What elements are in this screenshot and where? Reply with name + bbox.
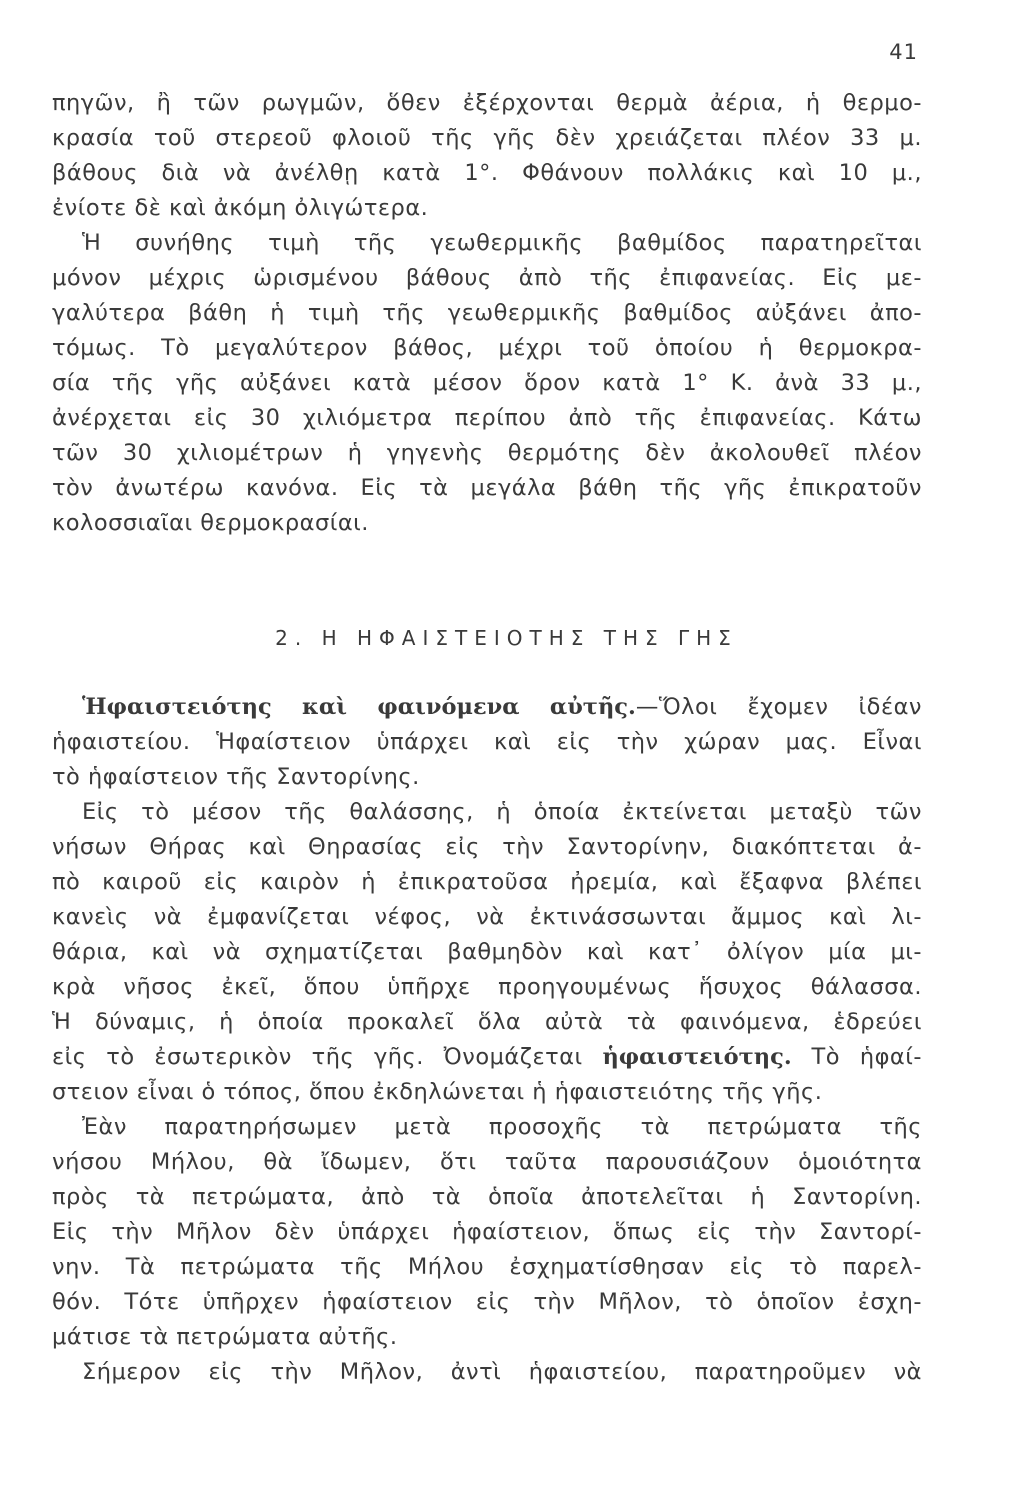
text-line: ἐνίοτε δὲ καὶ ἀκόμη ὀλιγώτερα.	[52, 195, 429, 221]
text-line: νην. Τὰ πετρώματα τῆς Μήλου ἐσχηματίσθησαν εἰς τὸ παρελ-	[52, 1254, 922, 1280]
text-block-top	[52, 86, 922, 541]
text-line: κανεὶς νὰ ἐμφανίζεται νέφος, νὰ ἐκτινάσσωνται ἄμμος καὶ λι-	[52, 904, 922, 930]
text-line: νήσου Μήλου, θὰ ἴδωμεν, ὅτι ταῦτα παρουσιάζουν ὁμοιότητα	[52, 1149, 922, 1175]
section-heading: 2. Η ΗΦΑΙΣΤΕΙΟΤΗΣ ΤΗΣ ΓΗΣ	[275, 626, 738, 650]
text-line: νήσων Θήρας καὶ Θηρασίας εἰς τὴν Σαντορίνην, διακόπτεται ἀ-	[52, 834, 922, 860]
text-line: Εἰς τὸ μέσον τῆς θαλάσσης, ἡ ὁποία ἐκτείνεται μεταξὺ τῶν	[82, 799, 922, 825]
text-line: στειον εἶναι ὁ τόπος, ὅπου ἐκδηλώνεται ἡ ἡφαιστειότης τῆς γῆς.	[52, 1079, 823, 1105]
text-line	[52, 690, 922, 725]
text-line: βάθους διὰ νὰ ἀνέλθῃ κατὰ 1°. Φθάνουν πολλάκις καὶ 10 μ.,	[52, 160, 922, 186]
text-line: μόνον μέχρις ὡρισμένου βάθους ἀπὸ τῆς ἐπιφανείας. Εἰς με-	[52, 265, 922, 291]
text-line: σία τῆς γῆς αὐξάνει κατὰ μέσον ὅρον κατὰ 1° Κ. ἀνὰ 33 μ.,	[52, 370, 922, 396]
text-run: εἰς τὸ ἐσωτερικὸν τῆς γῆς. Ὀνομάζεται	[52, 1044, 603, 1070]
text-line: θόν. Τότε ὑπῆρχεν ἡφαίστειον εἰς τὴν Μῆλον, τὸ ὁποῖον ἐσχη-	[52, 1289, 922, 1315]
text-line: μάτισε τὰ πετρώματα αὐτῆς.	[52, 1324, 398, 1350]
emphasized-term: ἡφαιστειότης.	[602, 1044, 792, 1070]
text-line: τὸ ἡφαίστειον τῆς Σαντορίνης.	[52, 764, 420, 790]
text-line: κολοσσιαῖαι θερμοκρασίαι.	[52, 510, 369, 536]
text-line: Ἡ δύναμις, ἡ ὁποία προκαλεῖ ὅλα αὐτὰ τὰ φαινόμενα, ἑδρεύει	[52, 1009, 922, 1035]
text-line: τόμως. Τὸ μεγαλύτερον βάθος, μέχρι τοῦ ὁποίου ἡ θερμοκρα-	[52, 335, 922, 361]
text-line: τῶν 30 χιλιομέτρων ἡ γηγενὴς θερμότης δὲν ἀκολουθεῖ πλέον	[52, 440, 922, 466]
text-line: πηγῶν, ἢ τῶν ρωγμῶν, ὅθεν ἐξέρχονται θερμὰ ἀέρια, ἡ θερμο-	[52, 90, 922, 116]
text-line: Εἰς τὴν Μῆλον δὲν ὑπάρχει ἡφαίστειον, ὅπως εἰς τὴν Σαντορί-	[52, 1219, 922, 1245]
text-block-bottom	[52, 690, 922, 1390]
text-line: κρασία τοῦ στερεοῦ φλοιοῦ τῆς γῆς δὲν χρειάζεται πλέον 33 μ.	[52, 125, 922, 151]
text-line: κρὰ νῆσος ἐκεῖ, ὅπου ὑπῆρχε προηγουμένως ἥσυχος θάλασσα.	[52, 974, 922, 1000]
text-line: θάρια, καὶ νὰ σχηματίζεται βαθμηδὸν καὶ κατ᾿ ὀλίγον μία μι-	[52, 939, 922, 965]
text-line: γαλύτερα βάθη ἡ τιμὴ τῆς γεωθερμικῆς βαθμίδος αὐξάνει ἀπο-	[52, 300, 922, 326]
text-line: ἀνέρχεται εἰς 30 χιλιόμετρα περίπου ἀπὸ τῆς ἐπιφανείας. Κάτω	[52, 405, 922, 431]
run-in-heading: Ἡφαιστειότης καὶ φαινόμενα αὐτῆς.	[82, 694, 636, 720]
text-run: —Ὅλοι ἔχομεν ἰδέαν	[635, 694, 922, 720]
text-line: ἡφαιστείου. Ἡφαίστειον ὑπάρχει καὶ εἰς τὴν χώραν μας. Εἶναι	[52, 729, 922, 755]
text-line: Σήμερον εἰς τὴν Μῆλον, ἀντὶ ἡφαιστείου, παρατηροῦμεν νὰ	[82, 1359, 922, 1385]
text-line: Ἡ συνήθης τιμὴ τῆς γεωθερμικῆς βαθμίδος παρατηρεῖται	[82, 230, 922, 256]
text-line	[52, 1040, 922, 1075]
text-line: Ἐὰν παρατηρήσωμεν μετὰ προσοχῆς τὰ πετρώματα τῆς	[82, 1114, 922, 1140]
text-line: πὸ καιροῦ εἰς καιρὸν ἡ ἐπικρατοῦσα ἠρεμία, καὶ ἔξαφνα βλέπει	[52, 869, 922, 895]
text-line: πρὸς τὰ πετρώματα, ἀπὸ τὰ ὁποῖα ἀποτελεῖται ἡ Σαντορίνη.	[52, 1184, 922, 1210]
text-line: τὸν ἀνωτέρω κανόνα. Εἰς τὰ μεγάλα βάθη τῆς γῆς ἐπικρατοῦν	[52, 475, 922, 501]
page-number: 41	[889, 40, 918, 64]
text-run: Τὸ ἡφαί-	[791, 1044, 922, 1070]
